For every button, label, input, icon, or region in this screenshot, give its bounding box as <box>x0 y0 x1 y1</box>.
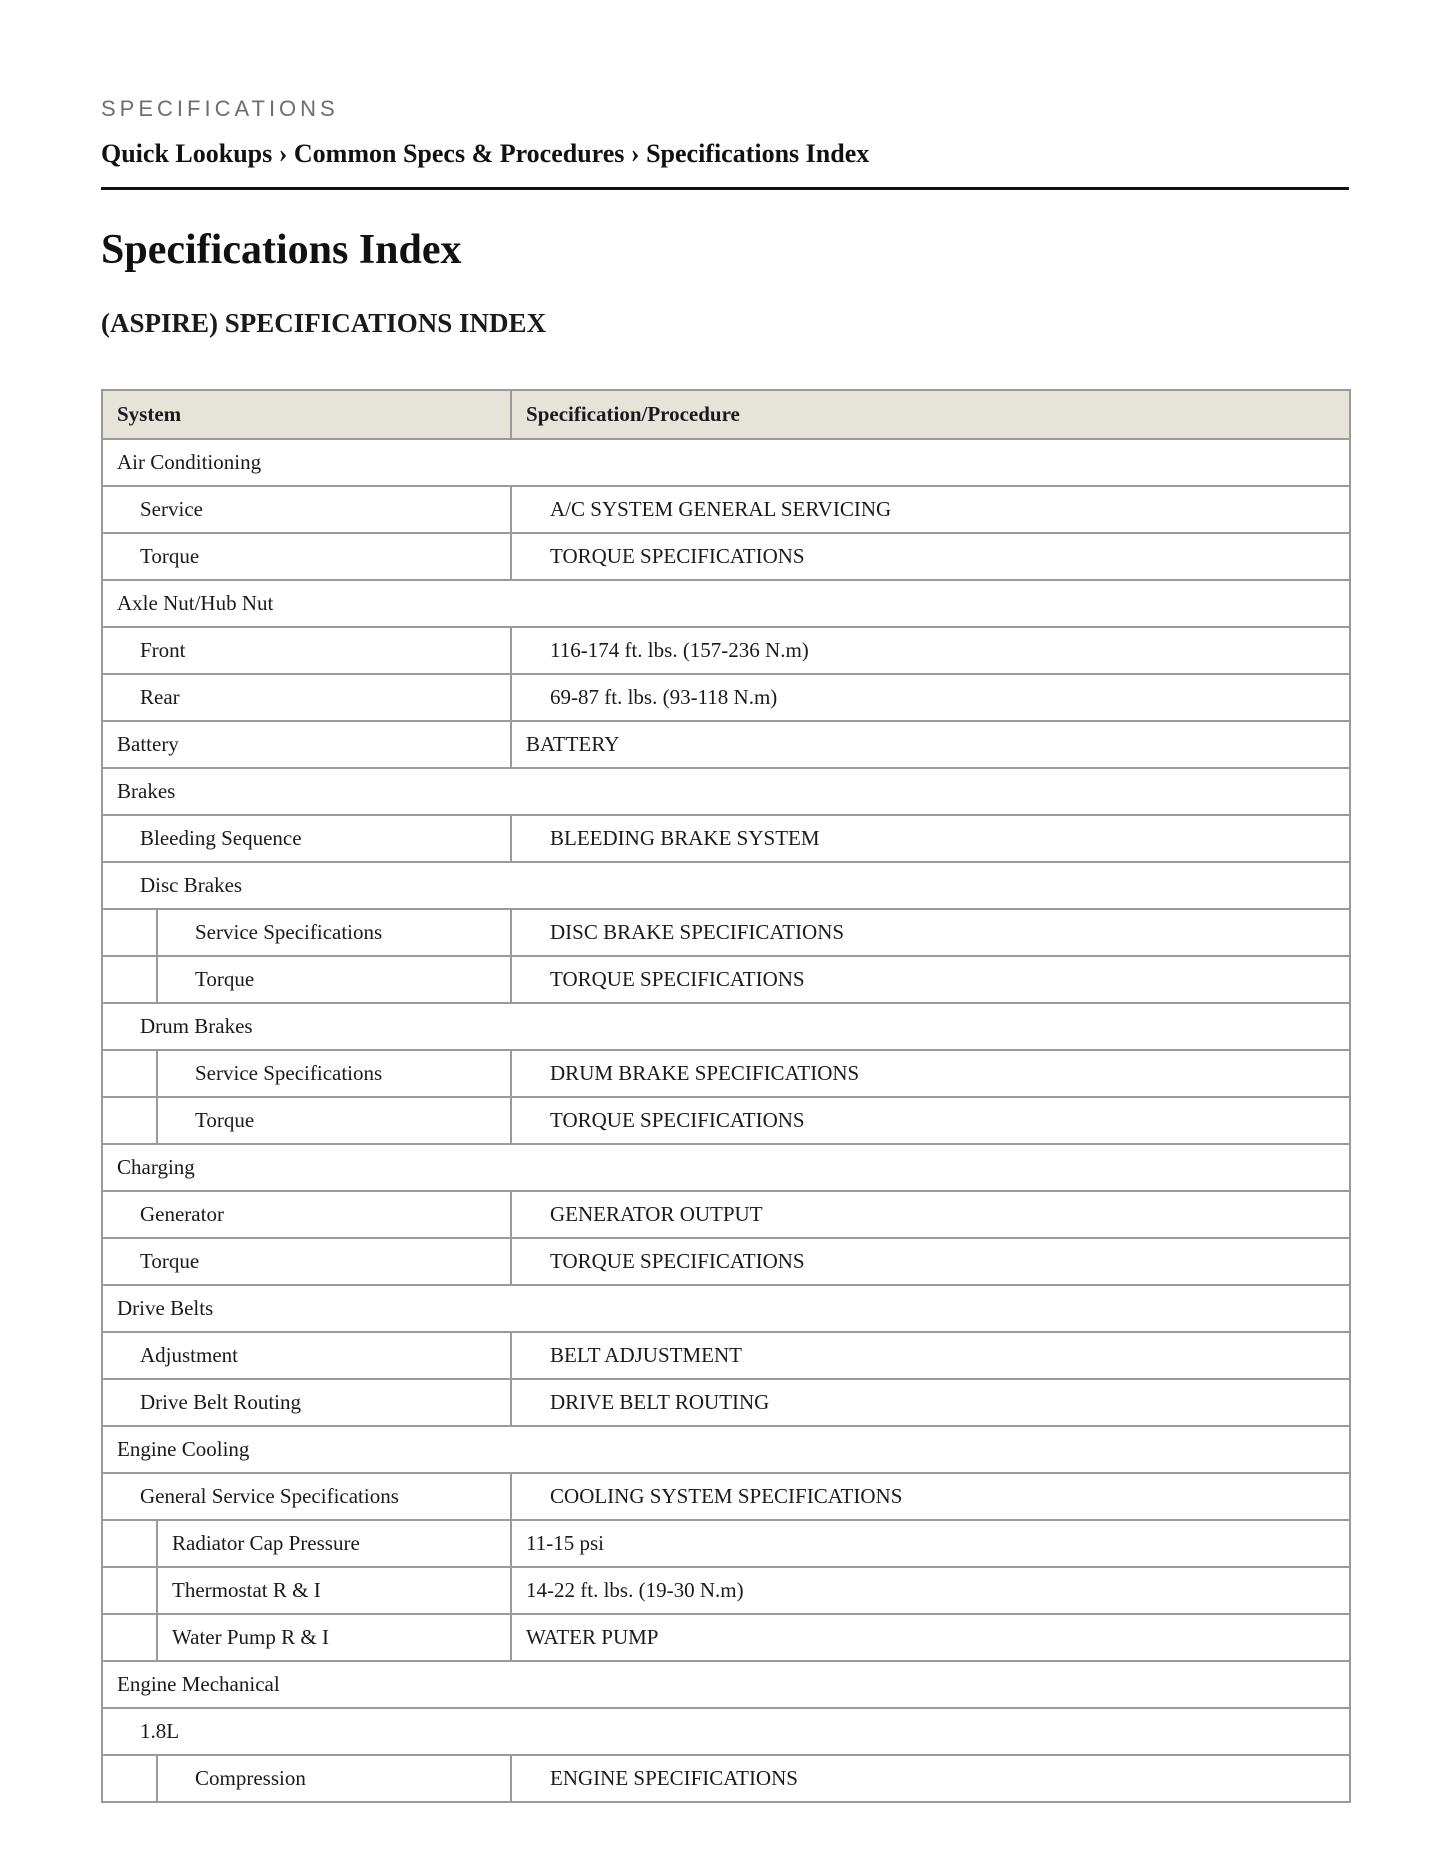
specification-cell: TORQUE SPECIFICATIONS <box>511 1097 1350 1144</box>
specification-cell: 116-174 ft. lbs. (157-236 N.m) <box>511 627 1350 674</box>
system-cell: Service Specifications <box>157 909 511 956</box>
system-cell: General Service Specifications <box>102 1473 511 1520</box>
specification-cell: GENERATOR OUTPUT <box>511 1191 1350 1238</box>
specification-cell: DISC BRAKE SPECIFICATIONS <box>511 909 1350 956</box>
table-row <box>102 721 1350 768</box>
system-cell: Torque <box>157 956 511 1003</box>
table-row <box>102 1050 1350 1097</box>
specification-cell: ENGINE SPECIFICATIONS <box>511 1755 1350 1802</box>
table-row <box>102 1661 1350 1708</box>
indent-spacer-cell <box>102 1567 157 1614</box>
specifications-table <box>101 389 1351 1803</box>
table-row <box>102 533 1350 580</box>
system-cell: Torque <box>157 1097 511 1144</box>
table-row <box>102 439 1350 486</box>
table-row <box>102 627 1350 674</box>
indent-spacer-cell <box>102 909 157 956</box>
indent-spacer-cell <box>102 1097 157 1144</box>
system-cell: Service <box>102 486 511 533</box>
system-cell: Generator <box>102 1191 511 1238</box>
table-row <box>102 1567 1350 1614</box>
system-cell: Engine Cooling <box>102 1426 1350 1473</box>
system-cell: Battery <box>102 721 511 768</box>
table-row <box>102 815 1350 862</box>
indent-spacer-cell <box>102 1050 157 1097</box>
system-cell: Bleeding Sequence <box>102 815 511 862</box>
system-cell: Torque <box>102 1238 511 1285</box>
header-divider <box>101 187 1349 190</box>
column-header-specification: Specification/Procedure <box>511 390 1350 439</box>
specification-cell: 69-87 ft. lbs. (93-118 N.m) <box>511 674 1350 721</box>
table-row <box>102 1191 1350 1238</box>
table-row <box>102 1614 1350 1661</box>
table-row <box>102 1426 1350 1473</box>
system-cell: Service Specifications <box>157 1050 511 1097</box>
table-row <box>102 1003 1350 1050</box>
table-body <box>102 439 1350 1802</box>
specification-cell: TORQUE SPECIFICATIONS <box>511 1238 1350 1285</box>
table-row <box>102 909 1350 956</box>
section-eyebrow: SPECIFICATIONS <box>101 96 339 121</box>
table-row <box>102 1285 1350 1332</box>
table-row <box>102 674 1350 721</box>
table-row <box>102 1097 1350 1144</box>
system-cell: Torque <box>102 533 511 580</box>
table-row <box>102 1473 1350 1520</box>
system-cell: Drum Brakes <box>102 1003 1350 1050</box>
table-row <box>102 1332 1350 1379</box>
system-cell: Thermostat R & I <box>157 1567 511 1614</box>
table-row <box>102 1755 1350 1802</box>
page-subtitle: (ASPIRE) SPECIFICATIONS INDEX <box>101 308 547 338</box>
specification-cell: WATER PUMP <box>511 1614 1350 1661</box>
specification-cell: 14-22 ft. lbs. (19-30 N.m) <box>511 1567 1350 1614</box>
system-cell: Compression <box>157 1755 511 1802</box>
specification-cell: COOLING SYSTEM SPECIFICATIONS <box>511 1473 1350 1520</box>
table-row <box>102 1708 1350 1755</box>
indent-spacer-cell <box>102 1614 157 1661</box>
specification-cell: BATTERY <box>511 721 1350 768</box>
indent-spacer-cell <box>102 1755 157 1802</box>
specification-cell: DRUM BRAKE SPECIFICATIONS <box>511 1050 1350 1097</box>
table-row <box>102 1379 1350 1426</box>
system-cell: Axle Nut/Hub Nut <box>102 580 1350 627</box>
column-header-system: System <box>102 390 511 439</box>
system-cell: Water Pump R & I <box>157 1614 511 1661</box>
system-cell: Front <box>102 627 511 674</box>
table-row <box>102 1144 1350 1191</box>
table-row <box>102 956 1350 1003</box>
system-cell: 1.8L <box>102 1708 1350 1755</box>
system-cell: Engine Mechanical <box>102 1661 1350 1708</box>
breadcrumb: Quick Lookups › Common Specs & Procedures › Specifications Index <box>101 139 870 168</box>
page-title: Specifications Index <box>101 227 462 273</box>
specification-cell: TORQUE SPECIFICATIONS <box>511 956 1350 1003</box>
specification-cell: 11-15 psi <box>511 1520 1350 1567</box>
system-cell: Disc Brakes <box>102 862 1350 909</box>
table-row <box>102 1238 1350 1285</box>
table-row <box>102 1520 1350 1567</box>
system-cell: Air Conditioning <box>102 439 1350 486</box>
table-header-row <box>102 390 1350 439</box>
system-cell: Brakes <box>102 768 1350 815</box>
system-cell: Radiator Cap Pressure <box>157 1520 511 1567</box>
specification-cell: A/C SYSTEM GENERAL SERVICING <box>511 486 1350 533</box>
indent-spacer-cell <box>102 1520 157 1567</box>
system-cell: Drive Belt Routing <box>102 1379 511 1426</box>
system-cell: Charging <box>102 1144 1350 1191</box>
specification-cell: BELT ADJUSTMENT <box>511 1332 1350 1379</box>
table-row <box>102 768 1350 815</box>
table-row <box>102 580 1350 627</box>
system-cell: Adjustment <box>102 1332 511 1379</box>
system-cell: Rear <box>102 674 511 721</box>
specification-cell: DRIVE BELT ROUTING <box>511 1379 1350 1426</box>
specification-cell: TORQUE SPECIFICATIONS <box>511 533 1350 580</box>
indent-spacer-cell <box>102 956 157 1003</box>
table-row <box>102 862 1350 909</box>
system-cell: Drive Belts <box>102 1285 1350 1332</box>
table-row <box>102 486 1350 533</box>
specification-cell: BLEEDING BRAKE SYSTEM <box>511 815 1350 862</box>
